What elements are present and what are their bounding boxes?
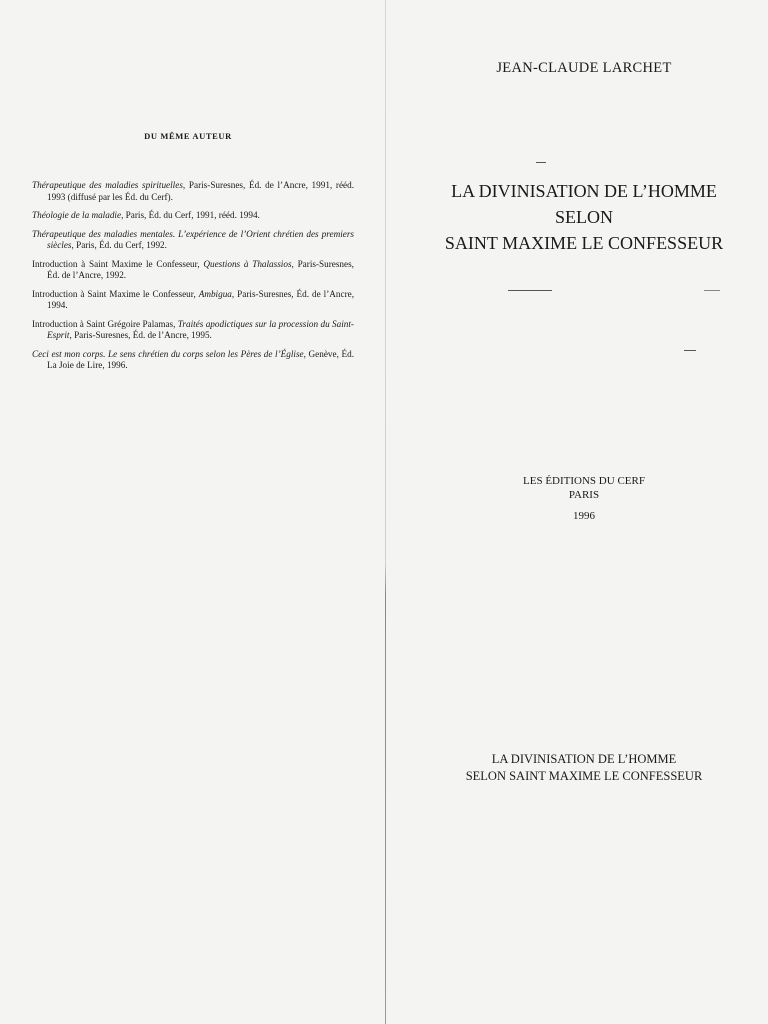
title-line: SELON [555, 207, 613, 227]
half-title-line: LA DIVINISATION DE L’HOMME [491, 752, 677, 766]
bibliography-entry [32, 319, 354, 342]
bibliography-entry [32, 229, 354, 252]
entry-details: , Genève, Éd. La Joie de Lire, 1996. [47, 348, 355, 370]
decorative-dash [508, 290, 552, 291]
entry-prefix: Introduction à Saint Maxime le Confesseur, [32, 288, 199, 299]
entry-details: , Paris, Éd. du Cerf, 1992. [71, 240, 167, 250]
author-name: JEAN-CLAUDE LARCHET [496, 60, 672, 76]
publisher-city: PARIS [568, 489, 600, 501]
entry-title: Ceci est mon corps. Le sens chrétien du corps selon les Pères de l’Église [32, 348, 304, 359]
entry-prefix: Introduction à Saint Grégoire Palamas, [32, 318, 178, 329]
half-title-line: SELON SAINT MAXIME LE CONFESSEUR [465, 769, 703, 783]
bibliography-entry [32, 349, 354, 372]
entry-title: Ambigua [198, 288, 232, 299]
entry-title: Traités apodictiques sur la procession du Saint-Esprit [47, 318, 354, 340]
bibliography-entry [32, 259, 354, 282]
publisher-block [386, 474, 768, 523]
publisher-name: LES ÉDITIONS DU CERF [523, 475, 645, 487]
bibliography-entry [32, 210, 354, 222]
half-title [386, 751, 768, 785]
book-title [386, 178, 768, 256]
publication-year: 1996 [573, 510, 595, 522]
bibliography-entry [32, 180, 354, 203]
bibliography-list [32, 180, 354, 379]
entry-details: , Paris-Suresnes, Éd. de l’Ancre, 1992. [47, 258, 354, 280]
entry-title: Théologie de la maladie [32, 210, 122, 220]
decorative-dash [536, 162, 546, 163]
entry-prefix: Introduction à Saint Maxime le Confesseur, [32, 258, 204, 269]
entry-details: , Paris-Suresnes, Éd. de l’Ancre, 1994. [47, 288, 354, 310]
entry-title: Thérapeutique des maladies mentales. L’expérience de l’Orient chrétien des premiers siècles [32, 228, 354, 250]
entry-title: Questions à Thalassios [203, 258, 292, 269]
title-line: LA DIVINISATION DE L’HOMME [451, 181, 717, 201]
entry-title: Thérapeutique des maladies spirituelles [32, 180, 183, 190]
entry-details: , Paris-Suresnes, Éd. de l’Ancre, 1995. [69, 330, 212, 340]
entry-details: , Paris, Éd. du Cerf, 1991, rééd. 1994. [121, 210, 260, 220]
decorative-dash [684, 350, 696, 351]
entry-details: , Paris-Suresnes, Éd. de l’Ancre, 1991, rééd. 1993 (diffusé par les Éd. du Cerf). [47, 180, 355, 202]
title-line: SAINT MAXIME LE CONFESSEUR [444, 233, 724, 253]
bibliography-entry [32, 289, 354, 312]
other-works-heading: DU MÊME AUTEUR [144, 131, 232, 141]
decorative-dash [704, 290, 720, 291]
right-page [386, 0, 768, 1024]
